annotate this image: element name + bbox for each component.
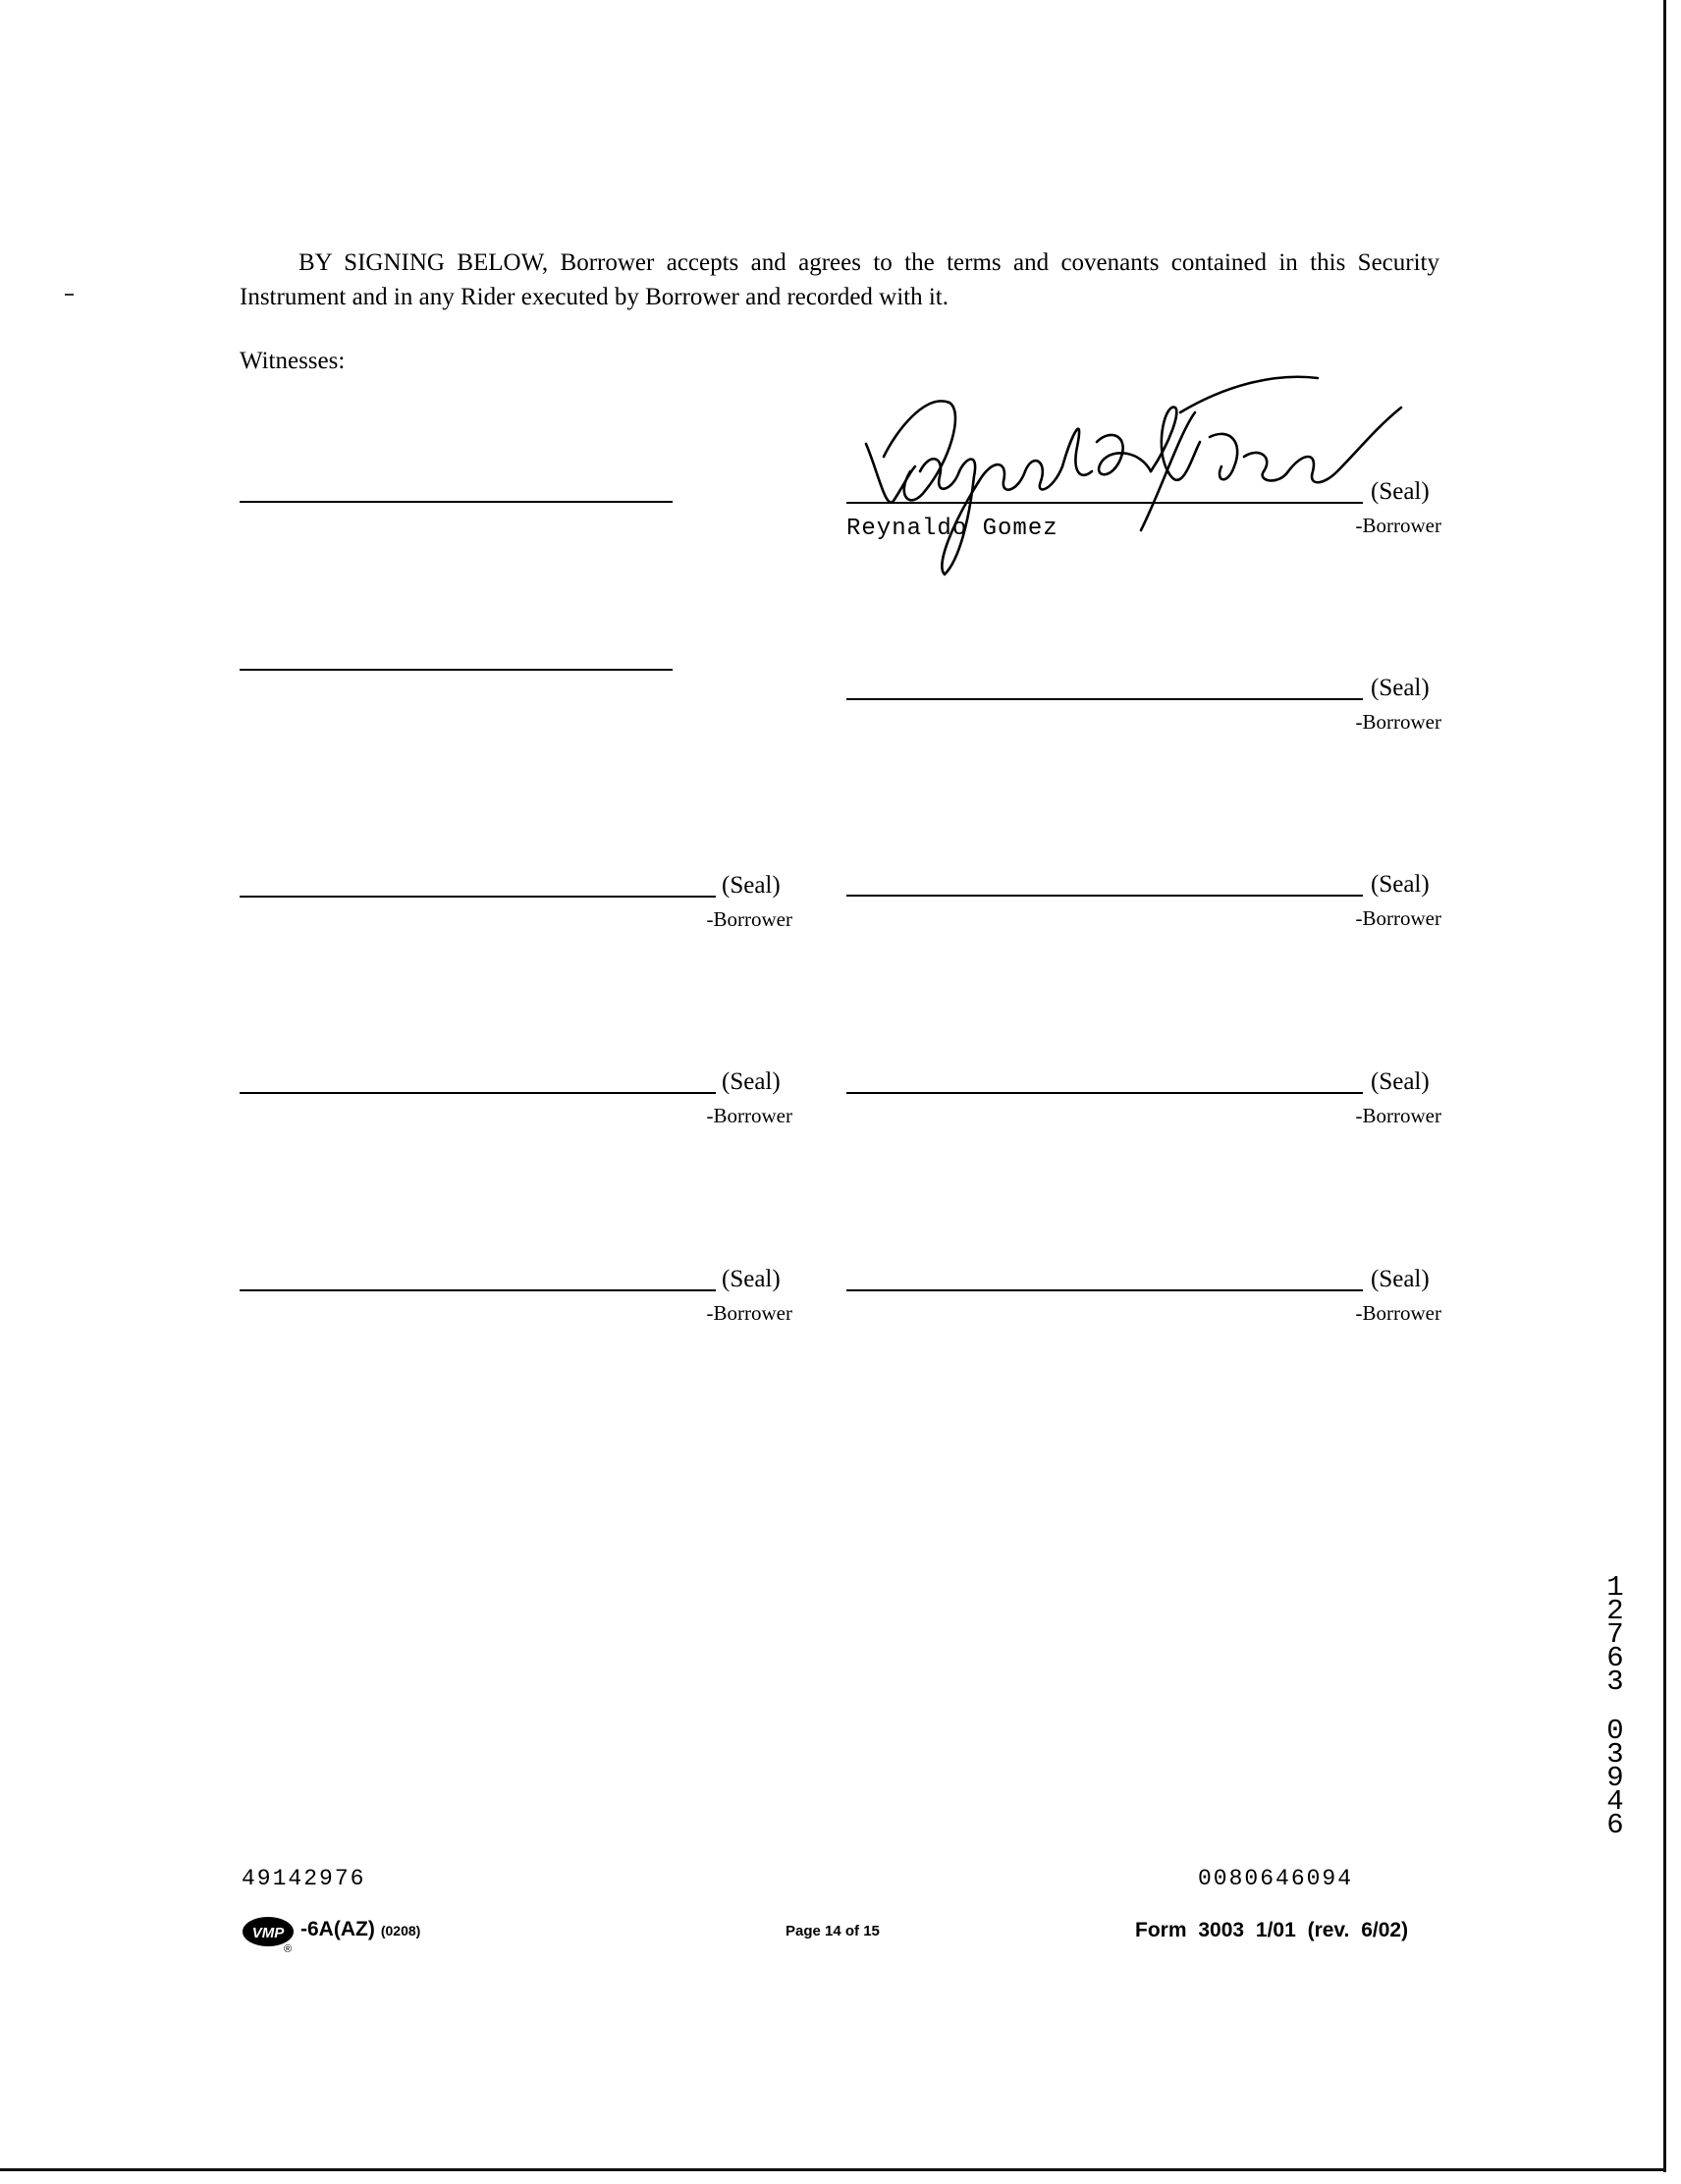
borrower-label: -Borrower	[706, 1301, 792, 1325]
page-number: Page 14 of 15	[786, 1923, 880, 1939]
witnesses-label: Witnesses:	[240, 348, 346, 374]
signature-line[interactable]	[846, 1092, 1363, 1094]
loan-number-left: 49142976	[242, 1866, 366, 1891]
witness-line-1[interactable]	[240, 501, 673, 503]
page-border-right	[1663, 0, 1666, 2172]
acceptance-paragraph	[240, 246, 1439, 314]
signer-name: Reynaldo Gomez	[846, 516, 1058, 542]
vmp-logo-icon	[242, 1915, 302, 1954]
page-border-bottom	[0, 2168, 1666, 2171]
seal-label: (Seal)	[1371, 871, 1430, 898]
signature-block-5	[240, 1068, 792, 1127]
borrower-label: -Borrower	[1355, 514, 1441, 537]
recording-stamp-number	[1591, 1571, 1640, 1841]
signature-line[interactable]	[846, 1289, 1363, 1291]
seal-label: (Seal)	[722, 1266, 781, 1292]
signature-block-2	[846, 675, 1441, 734]
signature-line[interactable]	[240, 896, 716, 898]
stamp-digit: 3	[1606, 1665, 1624, 1698]
logo-text: VMP	[251, 1925, 285, 1941]
stamp-digit: 6	[1606, 1642, 1624, 1674]
stamp-digit: 2	[1606, 1595, 1624, 1627]
seal-label: (Seal)	[722, 1068, 781, 1095]
stamp-digit: 6	[1606, 1809, 1624, 1841]
signature-line[interactable]	[240, 1092, 716, 1094]
signature-block-8	[846, 1266, 1441, 1325]
seal-label: (Seal)	[1371, 1068, 1430, 1095]
signature-line[interactable]	[240, 1289, 716, 1291]
signature-block-7	[240, 1266, 792, 1325]
registered-mark: ®	[283, 1943, 293, 1954]
borrower-label: -Borrower	[706, 1104, 792, 1127]
stamp-digit: 9	[1606, 1762, 1624, 1794]
stamp-digit: 1	[1606, 1571, 1624, 1604]
form-identifier: Form 3003 1/01 (rev. 6/02)	[1135, 1919, 1409, 1941]
borrower-label: -Borrower	[1355, 906, 1441, 930]
signature-block-6	[846, 1068, 1441, 1127]
witness-line-2[interactable]	[240, 669, 673, 671]
seal-label: (Seal)	[1371, 1266, 1430, 1292]
borrower-label: -Borrower	[1355, 1104, 1441, 1127]
stamp-digit: 7	[1606, 1618, 1624, 1651]
intro-text: Borrower accepts and agrees to the terms and covenants contained in this Security Instrument and in any Rider executed by Borrower and recorded with it.	[240, 249, 1439, 310]
form-code-suffix: (0208)	[380, 1923, 421, 1938]
signature-block-4	[846, 871, 1441, 930]
stamp-digit: 3	[1606, 1738, 1624, 1771]
borrower-label: -Borrower	[1355, 710, 1441, 734]
form-code-main: -6A(AZ)	[300, 1918, 375, 1940]
intro-lead: BY SIGNING BELOW,	[298, 249, 549, 276]
seal-label: (Seal)	[1371, 478, 1430, 505]
seal-label: (Seal)	[1371, 675, 1430, 701]
signature-line[interactable]	[846, 895, 1363, 897]
seal-label: (Seal)	[722, 872, 781, 899]
scan-speck	[65, 294, 74, 296]
borrower-label: -Borrower	[706, 907, 792, 931]
stamp-digit: 4	[1606, 1785, 1624, 1818]
loan-number-right: 0080646094	[1198, 1866, 1354, 1891]
stamp-digit: 0	[1606, 1715, 1624, 1747]
signature-block-3	[240, 872, 792, 931]
signature-line[interactable]	[846, 698, 1363, 700]
handwritten-signature	[856, 373, 1406, 584]
borrower-label: -Borrower	[1355, 1301, 1441, 1325]
form-code	[300, 1918, 420, 1941]
